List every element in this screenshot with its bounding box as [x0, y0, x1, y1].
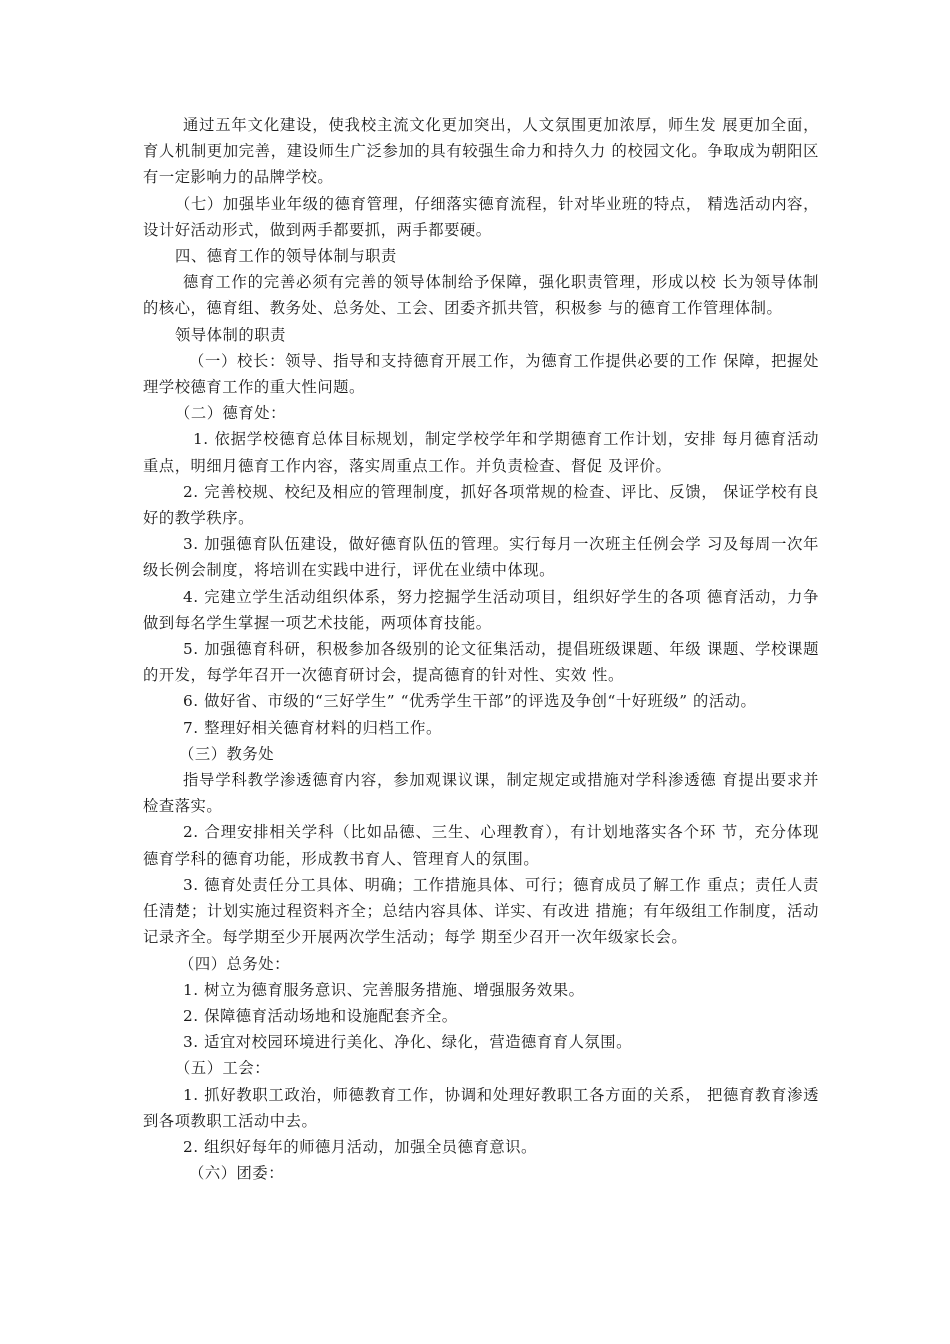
- subheading-moral-office: （二）德育处：: [175, 404, 286, 423]
- list-item: 2. 保障德育活动场地和设施配套齐全。: [183, 1006, 458, 1025]
- list-item: 3. 德育处责任分工具体、明确；工作措施具体、可行；德育成员了解工作 重点；责任人责任清楚；计划实施过程资料齐全；总结内容具体、详实、有改进 措施；有年级组工作制度，活动记录齐全。每学期至少开展两次学生活动；每学 期至少召开一次年级家长会。: [143, 875, 819, 947]
- subheading-labor-union: （五）工会：: [175, 1059, 271, 1078]
- list-item: 2. 完善校规、校纪及相应的管理制度，抓好各项常规的检查、评比、反馈， 保证学校有良好的教学秩序。: [143, 482, 819, 528]
- paragraph-leadership-system: 德育工作的完善必须有完善的领导体制给予保障，强化职责管理，形成以校 长为领导体制的核心，德育组、教务处、总务处、工会、团委齐抓共管，积极参 与的德育工作管理体制。: [143, 273, 819, 318]
- section-heading-leadership: 四、德育工作的领导体制与职责: [175, 247, 397, 266]
- subheading-youth-league: （六）团委：: [189, 1164, 285, 1183]
- list-item: 6. 做好省、市级的“三好学生” “优秀学生干部”的评选及争创“十好班级” 的活动。: [183, 692, 757, 711]
- list-item: 2. 合理安排相关学科（比如品德、三生、心理教育），有计划地落实各个环 节，充分体现德育学科的德育功能，形成教书育人、管理育人的氛围。: [143, 823, 819, 868]
- list-item: 2. 组织好每年的师德月活动，加强全员德育意识。: [183, 1137, 537, 1156]
- list-item: 3. 适宜对校园环境进行美化、净化、绿化，营造德育育人氛围。: [183, 1033, 632, 1052]
- subheading-leadership-duties: 领导体制的职责: [175, 325, 286, 344]
- list-item: 指导学科教学渗透德育内容，参加观课议课，制定规定或措施对学科渗透德 育提出要求并检查落实。: [143, 771, 819, 816]
- list-item: 3. 加强德育队伍建设，做好德育队伍的管理。实行每月一次班主任例会学 习及每周一次年级长例会制度，将培训在实践中进行，评优在业绩中体现。: [143, 535, 819, 580]
- subheading-academic-office: （三）教务处: [179, 744, 275, 763]
- subheading-general-affairs: （四）总务处：: [179, 954, 290, 973]
- document-body: [143, 112, 819, 1186]
- paragraph-graduating-grade: （七）加强毕业年级的德育管理，仔细落实德育流程，针对毕业班的特点， 精选活动内容，设计好活动形式，做到两手都要抓，两手都要硬。: [143, 194, 819, 239]
- list-item: 1. 树立为德育服务意识、完善服务措施、增强服务效果。: [183, 980, 585, 999]
- list-item: 1. 抓好教职工政治，师德教育工作，协调和处理好教职工各方面的关系， 把德育教育渗透到各项教职工活动中去。: [143, 1085, 819, 1130]
- list-item: 1. 依据学校德育总体目标规划，制定学校学年和学期德育工作计划，安排 每月德育活动重点，明细月德育工作内容，落实周重点工作。并负责检查、督促 及评价。: [143, 430, 819, 475]
- list-item: 4. 完建立学生活动组织体系，努力挖掘学生活动项目，组织好学生的各项 德育活动，力争做到每名学生掌握一项艺术技能，两项体育技能。: [143, 587, 819, 632]
- list-item: 5. 加强德育科研，积极参加各级别的论文征集活动，提倡班级课题、年级 课题、学校课题的开发，每学年召开一次德育研讨会，提高德育的针对性、实效 性。: [143, 640, 819, 685]
- list-item: 7. 整理好相关德育材料的归档工作。: [183, 718, 442, 737]
- paragraph-culture-goal: 通过五年文化建设，使我校主流文化更加突出，人文氛围更加浓厚，师生发 展更加全面，育人机制更加完善，建设师生广泛参加的具有较强生命力和持久力 的校园文化。争取成为朝阳区有一定影响力的品牌学校。: [143, 116, 819, 187]
- paragraph-principal: （一）校长：领导、指导和支持德育开展工作，为德育工作提供必要的工作 保障，把握处理学校德育工作的重大性问题。: [143, 351, 819, 397]
